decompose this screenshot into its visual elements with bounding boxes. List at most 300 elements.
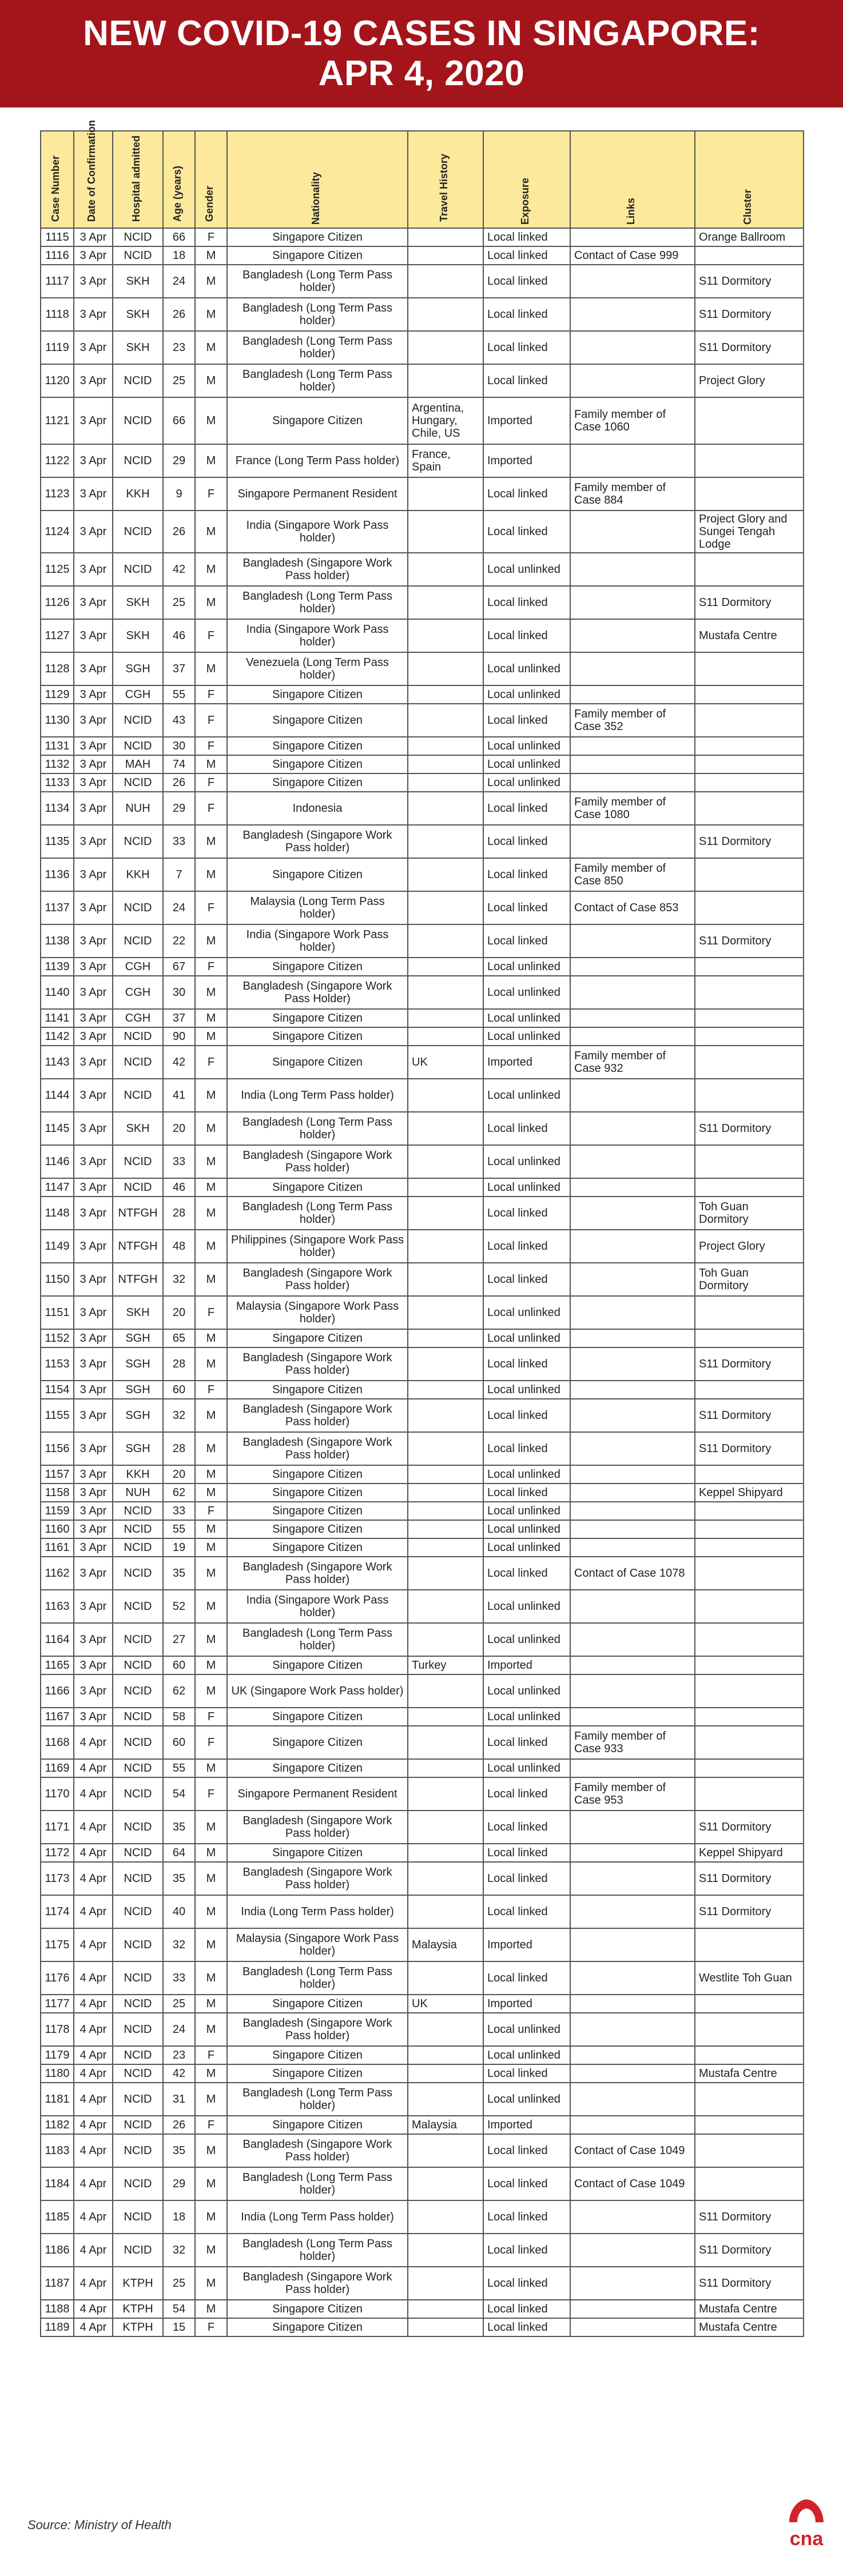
cell-travel-history [408, 2300, 483, 2318]
cell-exposure: Local linked [483, 477, 570, 511]
cell-exposure: Imported [483, 1046, 570, 1079]
cell-links [570, 1178, 695, 1197]
cell-gender: M [195, 1961, 227, 1995]
cell-exposure: Local linked [483, 1726, 570, 1759]
cell-case-number: 1127 [41, 619, 74, 652]
table-row [41, 976, 804, 1009]
cell-gender: F [195, 1046, 227, 1079]
cell-nationality: Bangladesh (Long Term Pass holder) [227, 1623, 408, 1656]
cell-gender: M [195, 652, 227, 685]
table-row [41, 1895, 804, 1928]
cell-nationality: Indonesia [227, 792, 408, 825]
cell-travel-history [408, 246, 483, 265]
cell-date: 3 Apr [74, 737, 113, 755]
cell-travel-history [408, 1079, 483, 1112]
cell-hospital: KTPH [113, 2300, 163, 2318]
cell-gender: M [195, 1862, 227, 1895]
cell-date: 3 Apr [74, 1590, 113, 1623]
table-row [41, 2013, 804, 2046]
cell-cluster [695, 2116, 804, 2134]
cell-case-number: 1121 [41, 397, 74, 444]
table-row [41, 2083, 804, 2116]
cell-case-number: 1188 [41, 2300, 74, 2318]
cell-gender: M [195, 397, 227, 444]
cell-hospital: NCID [113, 1844, 163, 1862]
cell-nationality: Singapore Citizen [227, 2300, 408, 2318]
cell-links [570, 331, 695, 364]
cell-gender: M [195, 298, 227, 331]
cell-nationality: Singapore Permanent Resident [227, 1777, 408, 1811]
cell-case-number: 1143 [41, 1046, 74, 1079]
cell-cluster [695, 1502, 804, 1520]
cell-links [570, 2234, 695, 2267]
cell-case-number: 1147 [41, 1178, 74, 1197]
cell-cluster [695, 1777, 804, 1811]
cell-nationality: Singapore Citizen [227, 1656, 408, 1674]
cell-case-number: 1129 [41, 685, 74, 704]
cell-hospital: NCID [113, 364, 163, 397]
cell-exposure: Local linked [483, 586, 570, 619]
cell-exposure: Local linked [483, 246, 570, 265]
cell-hospital: NCID [113, 2046, 163, 2064]
cell-travel-history [408, 1502, 483, 1520]
cell-case-number: 1150 [41, 1263, 74, 1296]
cell-links: Contact of Case 1049 [570, 2134, 695, 2167]
table-row [41, 444, 804, 477]
cell-date: 3 Apr [74, 1347, 113, 1381]
cell-exposure: Local linked [483, 1777, 570, 1811]
cell-cluster: S11 Dormitory [695, 1811, 804, 1844]
cell-links: Contact of Case 999 [570, 246, 695, 265]
cell-links [570, 1502, 695, 1520]
cell-nationality: Singapore Citizen [227, 755, 408, 773]
cell-travel-history [408, 958, 483, 976]
cell-exposure: Local linked [483, 265, 570, 298]
cell-age: 62 [163, 1484, 195, 1502]
cell-travel-history [408, 1538, 483, 1557]
cell-links [570, 1465, 695, 1484]
cell-case-number: 1184 [41, 2167, 74, 2200]
cell-nationality: Singapore Citizen [227, 2046, 408, 2064]
cell-date: 3 Apr [74, 228, 113, 246]
cell-exposure: Local linked [483, 2234, 570, 2267]
cell-gender: M [195, 364, 227, 397]
cell-cluster [695, 1623, 804, 1656]
table-row [41, 331, 804, 364]
cell-case-number: 1177 [41, 1995, 74, 2013]
cell-hospital: NCID [113, 1538, 163, 1557]
cell-hospital: CGH [113, 1009, 163, 1027]
cell-links: Family member of Case 850 [570, 858, 695, 891]
cell-hospital: SGH [113, 652, 163, 685]
cell-nationality: Bangladesh (Singapore Work Pass holder) [227, 825, 408, 858]
cell-case-number: 1178 [41, 2013, 74, 2046]
table-row [41, 1623, 804, 1656]
cell-gender: M [195, 2234, 227, 2267]
table-row [41, 397, 804, 444]
cell-case-number: 1149 [41, 1230, 74, 1263]
cell-exposure: Local linked [483, 1112, 570, 1145]
cell-hospital: NCID [113, 1520, 163, 1538]
cell-links [570, 1811, 695, 1844]
cell-links [570, 1928, 695, 1961]
cell-hospital: SKH [113, 265, 163, 298]
cell-case-number: 1185 [41, 2200, 74, 2234]
cell-case-number: 1187 [41, 2267, 74, 2300]
cell-cluster [695, 755, 804, 773]
table-row [41, 1296, 804, 1329]
header-row [41, 131, 804, 228]
cell-gender: F [195, 792, 227, 825]
cell-links: Contact of Case 1078 [570, 1557, 695, 1590]
cell-links [570, 1623, 695, 1656]
cell-cluster [695, 1178, 804, 1197]
cell-hospital: NTFGH [113, 1197, 163, 1230]
cell-hospital: NCID [113, 1145, 163, 1178]
cell-nationality: Malaysia (Singapore Work Pass holder) [227, 1928, 408, 1961]
cell-cluster: Keppel Shipyard [695, 1484, 804, 1502]
cell-age: 41 [163, 1079, 195, 1112]
cell-cluster [695, 1296, 804, 1329]
cell-travel-history [408, 586, 483, 619]
cell-age: 20 [163, 1112, 195, 1145]
cell-age: 32 [163, 1928, 195, 1961]
cell-nationality: Bangladesh (Long Term Pass holder) [227, 2083, 408, 2116]
cell-age: 24 [163, 891, 195, 924]
title-line-2: APR 4, 2020 [318, 54, 525, 93]
cell-case-number: 1167 [41, 1708, 74, 1726]
cell-travel-history [408, 1520, 483, 1538]
cell-date: 3 Apr [74, 891, 113, 924]
table-row [41, 1432, 804, 1465]
cell-exposure: Local unlinked [483, 1708, 570, 1726]
cell-case-number: 1176 [41, 1961, 74, 1995]
cell-gender: M [195, 755, 227, 773]
cell-travel-history: Malaysia [408, 2116, 483, 2134]
cell-links [570, 364, 695, 397]
cell-gender: F [195, 2318, 227, 2336]
cell-hospital: NCID [113, 924, 163, 958]
table-row [41, 685, 804, 704]
cell-travel-history [408, 704, 483, 737]
cell-case-number: 1166 [41, 1674, 74, 1708]
cell-cluster [695, 792, 804, 825]
cell-links [570, 586, 695, 619]
cell-cluster: S11 Dormitory [695, 1112, 804, 1145]
cell-age: 74 [163, 755, 195, 773]
cell-cluster [695, 1329, 804, 1347]
cell-age: 15 [163, 2318, 195, 2336]
cell-age: 35 [163, 2134, 195, 2167]
cell-exposure: Local unlinked [483, 976, 570, 1009]
cell-links [570, 619, 695, 652]
cell-nationality: India (Singapore Work Pass holder) [227, 1590, 408, 1623]
cell-links [570, 1263, 695, 1296]
cell-gender: F [195, 958, 227, 976]
col-header-gender: Gender [195, 131, 227, 228]
cell-exposure: Local unlinked [483, 1520, 570, 1538]
cell-age: 66 [163, 397, 195, 444]
table-row [41, 1759, 804, 1777]
cell-age: 31 [163, 2083, 195, 2116]
cell-hospital: NCID [113, 2013, 163, 2046]
cell-date: 3 Apr [74, 1381, 113, 1399]
cell-nationality: India (Singapore Work Pass holder) [227, 511, 408, 553]
cell-links [570, 2013, 695, 2046]
cell-exposure: Local linked [483, 1484, 570, 1502]
cell-case-number: 1171 [41, 1811, 74, 1844]
cell-links [570, 652, 695, 685]
cell-hospital: NCID [113, 1708, 163, 1726]
table-row [41, 773, 804, 792]
cell-cluster [695, 2167, 804, 2200]
cell-age: 29 [163, 2167, 195, 2200]
cell-hospital: NCID [113, 1590, 163, 1623]
cell-hospital: NCID [113, 1623, 163, 1656]
cell-gender: M [195, 511, 227, 553]
cell-hospital: CGH [113, 958, 163, 976]
cell-case-number: 1116 [41, 246, 74, 265]
cell-exposure: Local linked [483, 1961, 570, 1995]
cell-travel-history: Malaysia [408, 1928, 483, 1961]
cell-age: 64 [163, 1844, 195, 1862]
table-row [41, 1381, 804, 1399]
cell-age: 55 [163, 1520, 195, 1538]
cell-date: 4 Apr [74, 1928, 113, 1961]
cell-hospital: NCID [113, 2116, 163, 2134]
cell-hospital: KTPH [113, 2267, 163, 2300]
cell-hospital: MAH [113, 755, 163, 773]
cell-travel-history [408, 685, 483, 704]
cell-gender: F [195, 773, 227, 792]
cell-links [570, 1329, 695, 1347]
cell-exposure: Imported [483, 1656, 570, 1674]
cell-travel-history [408, 298, 483, 331]
cell-case-number: 1164 [41, 1623, 74, 1656]
cell-case-number: 1131 [41, 737, 74, 755]
cell-travel-history [408, 2234, 483, 2267]
cell-age: 90 [163, 1027, 195, 1046]
cell-date: 3 Apr [74, 586, 113, 619]
cell-travel-history [408, 924, 483, 958]
cell-gender: F [195, 1502, 227, 1520]
cell-gender: M [195, 265, 227, 298]
cell-age: 27 [163, 1623, 195, 1656]
cell-hospital: SKH [113, 298, 163, 331]
cell-links [570, 1961, 695, 1995]
cell-nationality: Singapore Citizen [227, 397, 408, 444]
table-row [41, 1777, 804, 1811]
cell-case-number: 1182 [41, 2116, 74, 2134]
cell-cluster: S11 Dormitory [695, 1895, 804, 1928]
cell-case-number: 1160 [41, 1520, 74, 1538]
cell-hospital: NCID [113, 553, 163, 586]
cell-links [570, 924, 695, 958]
cell-gender: M [195, 1432, 227, 1465]
cell-hospital: NCID [113, 891, 163, 924]
cell-travel-history [408, 1112, 483, 1145]
cell-cluster [695, 1538, 804, 1557]
cell-links [570, 1995, 695, 2013]
cell-exposure: Local linked [483, 2134, 570, 2167]
cell-cluster: S11 Dormitory [695, 1862, 804, 1895]
cell-exposure: Local linked [483, 511, 570, 553]
cell-cluster [695, 553, 804, 586]
cell-hospital: SKH [113, 1296, 163, 1329]
cell-date: 3 Apr [74, 364, 113, 397]
cell-travel-history [408, 2167, 483, 2200]
table-row [41, 298, 804, 331]
col-header-date: Date of Confirmation [74, 131, 113, 228]
cell-travel-history: Turkey [408, 1656, 483, 1674]
cell-nationality: Bangladesh (Singapore Work Pass holder) [227, 2267, 408, 2300]
cell-date: 4 Apr [74, 1844, 113, 1862]
table-body [41, 228, 804, 2336]
cell-gender: M [195, 924, 227, 958]
table-row [41, 1862, 804, 1895]
table-row [41, 1263, 804, 1296]
cell-date: 4 Apr [74, 1726, 113, 1759]
cell-links [570, 825, 695, 858]
cell-case-number: 1168 [41, 1726, 74, 1759]
cell-cluster [695, 1557, 804, 1590]
cell-exposure: Local unlinked [483, 553, 570, 586]
cna-logo-text: cna [789, 2528, 824, 2550]
cell-nationality: Singapore Citizen [227, 228, 408, 246]
cell-exposure: Local linked [483, 1844, 570, 1862]
cell-case-number: 1180 [41, 2064, 74, 2083]
col-header-age: Age (years) [163, 131, 195, 228]
table-row [41, 265, 804, 298]
table-row [41, 2064, 804, 2083]
cell-hospital: NCID [113, 1759, 163, 1777]
table-row [41, 477, 804, 511]
cell-case-number: 1186 [41, 2234, 74, 2267]
cell-links: Family member of Case 1080 [570, 792, 695, 825]
cell-hospital: NCID [113, 444, 163, 477]
cell-links [570, 1009, 695, 1027]
cell-links [570, 2267, 695, 2300]
table-row [41, 1928, 804, 1961]
cell-nationality: Singapore Citizen [227, 1329, 408, 1347]
cell-cluster: S11 Dormitory [695, 1399, 804, 1432]
cell-nationality: Singapore Citizen [227, 1027, 408, 1046]
cell-nationality: UK (Singapore Work Pass holder) [227, 1674, 408, 1708]
cell-date: 3 Apr [74, 652, 113, 685]
cell-links [570, 976, 695, 1009]
cell-case-number: 1155 [41, 1399, 74, 1432]
cell-gender: M [195, 1844, 227, 1862]
cell-links [570, 755, 695, 773]
cell-nationality: Bangladesh (Long Term Pass holder) [227, 586, 408, 619]
cell-date: 3 Apr [74, 1557, 113, 1590]
cell-nationality: Bangladesh (Singapore Work Pass holder) [227, 1811, 408, 1844]
cell-hospital: NCID [113, 246, 163, 265]
cell-gender: M [195, 1178, 227, 1197]
cell-exposure: Local linked [483, 1862, 570, 1895]
cell-nationality: Singapore Citizen [227, 1759, 408, 1777]
cell-hospital: NUH [113, 1484, 163, 1502]
cell-hospital: NCID [113, 2234, 163, 2267]
cell-travel-history [408, 2318, 483, 2336]
cell-hospital: NCID [113, 1502, 163, 1520]
cell-age: 43 [163, 704, 195, 737]
cell-hospital: KKH [113, 858, 163, 891]
cell-hospital: CGH [113, 685, 163, 704]
cell-travel-history [408, 477, 483, 511]
cell-case-number: 1145 [41, 1112, 74, 1145]
cell-exposure: Local unlinked [483, 1381, 570, 1399]
cell-gender: M [195, 246, 227, 265]
cell-hospital: NCID [113, 1811, 163, 1844]
cell-age: 25 [163, 1995, 195, 2013]
cell-gender: F [195, 685, 227, 704]
cell-links: Contact of Case 853 [570, 891, 695, 924]
cell-travel-history [408, 1961, 483, 1995]
cell-travel-history [408, 1465, 483, 1484]
cell-case-number: 1120 [41, 364, 74, 397]
cell-age: 66 [163, 228, 195, 246]
table-row [41, 891, 804, 924]
cell-gender: M [195, 1484, 227, 1502]
cell-links [570, 1708, 695, 1726]
cell-exposure: Local unlinked [483, 1296, 570, 1329]
cell-date: 3 Apr [74, 976, 113, 1009]
cell-cluster [695, 2013, 804, 2046]
cell-links: Family member of Case 933 [570, 1726, 695, 1759]
cell-nationality: Singapore Citizen [227, 246, 408, 265]
cell-links [570, 1656, 695, 1674]
cell-date: 3 Apr [74, 397, 113, 444]
cell-exposure: Local linked [483, 1895, 570, 1928]
cell-travel-history [408, 737, 483, 755]
cell-travel-history [408, 1844, 483, 1862]
cell-age: 29 [163, 444, 195, 477]
cell-gender: M [195, 444, 227, 477]
cell-travel-history [408, 1145, 483, 1178]
cell-exposure: Local linked [483, 1557, 570, 1590]
table-row [41, 1961, 804, 1995]
cell-cluster [695, 1079, 804, 1112]
cell-links [570, 511, 695, 553]
cell-nationality: Singapore Citizen [227, 1465, 408, 1484]
cell-nationality: Venezuela (Long Term Pass holder) [227, 652, 408, 685]
cell-travel-history: UK [408, 1046, 483, 1079]
cell-travel-history [408, 1895, 483, 1928]
cell-age: 18 [163, 246, 195, 265]
cell-date: 3 Apr [74, 1263, 113, 1296]
cell-hospital: NCID [113, 2167, 163, 2200]
cell-age: 33 [163, 825, 195, 858]
cell-age: 42 [163, 1046, 195, 1079]
cell-links [570, 553, 695, 586]
cell-nationality: France (Long Term Pass holder) [227, 444, 408, 477]
cell-case-number: 1132 [41, 755, 74, 773]
table-row [41, 553, 804, 586]
cell-date: 3 Apr [74, 511, 113, 553]
cell-case-number: 1130 [41, 704, 74, 737]
cell-cluster: S11 Dormitory [695, 298, 804, 331]
cell-gender: F [195, 1777, 227, 1811]
table-row [41, 1399, 804, 1432]
cell-exposure: Local linked [483, 1263, 570, 1296]
cell-exposure: Local unlinked [483, 2083, 570, 2116]
cell-exposure: Imported [483, 444, 570, 477]
table-row [41, 2046, 804, 2064]
cell-nationality: Singapore Citizen [227, 2064, 408, 2083]
cell-gender: M [195, 1811, 227, 1844]
cell-travel-history: France, Spain [408, 444, 483, 477]
